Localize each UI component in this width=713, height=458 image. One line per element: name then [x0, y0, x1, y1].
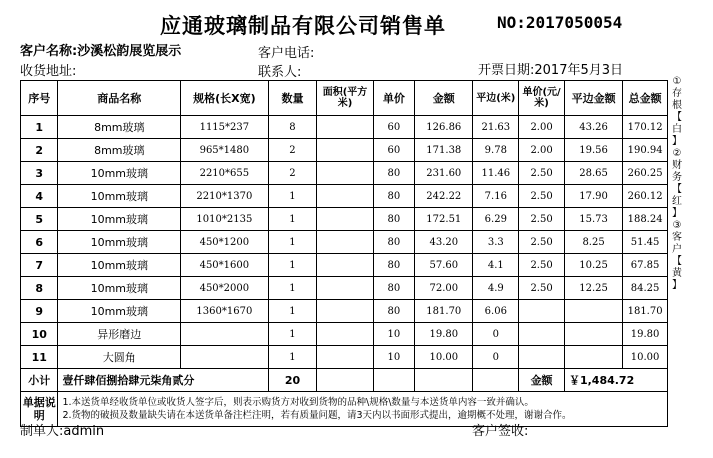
edge-price: 2.00 — [519, 116, 565, 139]
side-note-char: 根 — [672, 100, 682, 111]
side-note-char: ① — [672, 76, 682, 87]
qty: 1 — [268, 231, 317, 254]
amount-total: ￥1,484.72 — [564, 369, 667, 392]
col-header-total: 总金额 — [623, 81, 668, 116]
contact-label: 联系人: — [258, 65, 302, 80]
edge-amount: 15.73 — [564, 208, 622, 231]
total-amount: 67.85 — [623, 254, 668, 277]
qty: 2 — [268, 139, 317, 162]
table-row — [21, 300, 668, 323]
amount: 10.00 — [415, 346, 473, 369]
customer-name-row — [20, 40, 181, 59]
edge-price — [519, 346, 565, 369]
total-amount: 181.70 — [623, 300, 668, 323]
customer-name-value: 沙溪松韵展览展示 — [77, 44, 182, 59]
total-amount: 260.12 — [623, 185, 668, 208]
col-header-amount: 金额 — [415, 81, 473, 116]
total-amount: 190.94 — [623, 139, 668, 162]
notes-line-2: 2.货物的破损及数量缺失请在本送货单备注栏注明，若有质量问题，请3天内以书面形式提出，逾期概不处理，谢谢合作。 — [62, 410, 572, 421]
spec — [181, 323, 268, 346]
amount: 72.00 — [415, 277, 473, 300]
unit-price: 80 — [373, 277, 415, 300]
side-note-char: 】 — [672, 280, 682, 291]
col-header-edge-price: 单价(元/米) — [519, 81, 565, 116]
side-note-char: 白 — [672, 124, 682, 135]
edge-length: 3.3 — [473, 231, 519, 254]
area — [317, 323, 373, 346]
qty: 1 — [268, 254, 317, 277]
qty: 1 — [268, 277, 317, 300]
amount: 43.20 — [415, 231, 473, 254]
col-header-qty: 数量 — [268, 81, 317, 116]
unit-price: 10 — [373, 346, 415, 369]
edge-price: 2.50 — [519, 162, 565, 185]
notes-line-1: 1.本送货单经收货单位或收货人签字后，则表示购货方对收到货物的品种\规格\数量与本送货单内容一致并确认。 — [62, 397, 534, 408]
edge-length: 11.46 — [473, 162, 519, 185]
customer-name-label: 客户名称: — [20, 44, 78, 59]
col-header-no: 序号 — [21, 81, 58, 116]
spec: 2210*1370 — [181, 185, 268, 208]
row-no: 8 — [21, 277, 58, 300]
product-name: 10mm玻璃 — [58, 277, 181, 300]
spec: 1115*237 — [181, 116, 268, 139]
row-no: 10 — [21, 323, 58, 346]
notes-text — [58, 392, 668, 427]
spec: 1360*1670 — [181, 300, 268, 323]
amount: 126.86 — [415, 116, 473, 139]
total-amount: 170.12 — [623, 116, 668, 139]
subtotal-row — [21, 369, 668, 392]
side-note-char: 】 — [672, 208, 682, 219]
col-header-spec: 规格(长X宽) — [181, 81, 268, 116]
unit-price: 80 — [373, 300, 415, 323]
edge-amount: 19.56 — [564, 139, 622, 162]
side-note-char: 户 — [672, 244, 682, 255]
qty-total: 20 — [268, 369, 317, 392]
area — [317, 185, 373, 208]
area — [317, 139, 373, 162]
side-note-char: ③ — [672, 220, 682, 231]
unit-price: 80 — [373, 231, 415, 254]
amount: 57.60 — [415, 254, 473, 277]
subtotal-label: 小计 — [21, 369, 58, 392]
spec — [181, 346, 268, 369]
area — [317, 254, 373, 277]
table-row — [21, 231, 668, 254]
product-name: 10mm玻璃 — [58, 185, 181, 208]
unit-price: 60 — [373, 116, 415, 139]
area — [317, 162, 373, 185]
product-name: 10mm玻璃 — [58, 231, 181, 254]
edge-amount — [564, 323, 622, 346]
product-name: 大圆角 — [58, 346, 181, 369]
area — [317, 231, 373, 254]
side-note-char: 客 — [672, 232, 682, 243]
document-title: 应通玻璃制品有限公司销售单 — [160, 14, 446, 38]
edge-price: 2.50 — [519, 254, 565, 277]
side-note-char: 黄 — [672, 268, 682, 279]
area — [317, 300, 373, 323]
area — [317, 208, 373, 231]
total-amount: 51.45 — [623, 231, 668, 254]
col-header-edge-amount: 平边金额 — [564, 81, 622, 116]
col-header-edge: 平边(米) — [473, 81, 519, 116]
qty: 8 — [268, 116, 317, 139]
edge-price: 2.50 — [519, 231, 565, 254]
qty: 1 — [268, 185, 317, 208]
edge-price: 2.50 — [519, 277, 565, 300]
side-note-char: 务 — [672, 172, 682, 183]
edge-amount — [564, 346, 622, 369]
spec: 1010*2135 — [181, 208, 268, 231]
side-note-char: 财 — [672, 160, 682, 171]
product-name: 10mm玻璃 — [58, 254, 181, 277]
invoice-date-row — [478, 59, 623, 78]
edge-length: 6.06 — [473, 300, 519, 323]
edge-amount: 17.90 — [564, 185, 622, 208]
row-no: 3 — [21, 162, 58, 185]
notes-row — [21, 392, 668, 427]
table-row — [21, 208, 668, 231]
edge-length: 4.9 — [473, 277, 519, 300]
edge-amount: 8.25 — [564, 231, 622, 254]
unit-price: 80 — [373, 162, 415, 185]
sales-table — [20, 80, 668, 427]
area — [317, 277, 373, 300]
customer-phone-label: 客户电话: — [258, 46, 315, 61]
table-row — [21, 323, 668, 346]
amount: 181.70 — [415, 300, 473, 323]
total-amount: 84.25 — [623, 277, 668, 300]
edge-amount: 12.25 — [564, 277, 622, 300]
qty: 1 — [268, 208, 317, 231]
unit-price: 80 — [373, 254, 415, 277]
total-amount: 19.80 — [623, 323, 668, 346]
spec: 450*2000 — [181, 277, 268, 300]
side-note-char: ② — [672, 148, 682, 159]
notes-label: 单据说明 — [21, 392, 58, 427]
invoice-date-value: 2017年5月3日 — [534, 63, 624, 78]
table-row — [21, 185, 668, 208]
col-header-name: 商品名称 — [58, 81, 181, 116]
amount: 231.60 — [415, 162, 473, 185]
amount-total-label: 金额 — [519, 369, 565, 392]
side-note-char: 【 — [672, 112, 682, 123]
edge-length: 0 — [473, 346, 519, 369]
document-number: NO:2017050054 — [497, 13, 623, 32]
edge-length: 4.1 — [473, 254, 519, 277]
product-name: 8mm玻璃 — [58, 116, 181, 139]
amount: 242.22 — [415, 185, 473, 208]
table-row — [21, 139, 668, 162]
product-name: 10mm玻璃 — [58, 162, 181, 185]
copy-distribution-note — [670, 76, 684, 292]
unit-price: 80 — [373, 185, 415, 208]
row-no: 2 — [21, 139, 58, 162]
row-no: 7 — [21, 254, 58, 277]
edge-amount: 43.26 — [564, 116, 622, 139]
maker-label: 制单人: — [20, 424, 64, 439]
row-no: 9 — [21, 300, 58, 323]
amount: 171.38 — [415, 139, 473, 162]
side-note-char: 】 — [672, 136, 682, 147]
col-header-area: 面积(平方米) — [317, 81, 373, 116]
spec: 965*1480 — [181, 139, 268, 162]
qty: 1 — [268, 300, 317, 323]
edge-amount: 28.65 — [564, 162, 622, 185]
amount-in-words: 壹仟肆佰捌拾肆元柒角贰分 — [58, 369, 268, 392]
maker-row — [20, 420, 104, 439]
total-amount: 10.00 — [623, 346, 668, 369]
product-name: 10mm玻璃 — [58, 300, 181, 323]
col-header-price: 单价 — [373, 81, 415, 116]
edge-amount — [564, 300, 622, 323]
unit-price: 80 — [373, 208, 415, 231]
table-row — [21, 346, 668, 369]
product-name: 8mm玻璃 — [58, 139, 181, 162]
area — [317, 116, 373, 139]
table-row — [21, 162, 668, 185]
side-note-char: 存 — [672, 88, 682, 99]
row-no: 11 — [21, 346, 58, 369]
product-name: 异形磨边 — [58, 323, 181, 346]
edge-length: 7.16 — [473, 185, 519, 208]
row-no: 4 — [21, 185, 58, 208]
delivery-address-label: 收货地址: — [20, 64, 77, 79]
table-row — [21, 277, 668, 300]
total-amount: 188.24 — [623, 208, 668, 231]
amount: 19.80 — [415, 323, 473, 346]
customer-sign-label: 客户签收: — [472, 424, 529, 439]
qty: 2 — [268, 162, 317, 185]
edge-price — [519, 300, 565, 323]
spec: 450*1600 — [181, 254, 268, 277]
edge-length: 6.29 — [473, 208, 519, 231]
qty: 1 — [268, 323, 317, 346]
edge-length: 21.63 — [473, 116, 519, 139]
row-no: 1 — [21, 116, 58, 139]
maker-value: admin — [63, 424, 105, 439]
unit-price: 10 — [373, 323, 415, 346]
product-name: 10mm玻璃 — [58, 208, 181, 231]
table-row — [21, 254, 668, 277]
edge-price: 2.50 — [519, 208, 565, 231]
table-header-row — [21, 81, 668, 116]
invoice-date-label: 开票日期: — [478, 63, 535, 78]
row-no: 6 — [21, 231, 58, 254]
unit-price: 60 — [373, 139, 415, 162]
spec: 450*1200 — [181, 231, 268, 254]
side-note-char: 红 — [672, 196, 682, 207]
edge-length: 9.78 — [473, 139, 519, 162]
row-no: 5 — [21, 208, 58, 231]
spec: 2210*655 — [181, 162, 268, 185]
area — [317, 346, 373, 369]
total-amount: 260.25 — [623, 162, 668, 185]
table-row — [21, 116, 668, 139]
edge-price: 2.00 — [519, 139, 565, 162]
edge-amount: 10.25 — [564, 254, 622, 277]
side-note-char: 【 — [672, 184, 682, 195]
amount: 172.51 — [415, 208, 473, 231]
edge-price: 2.50 — [519, 185, 565, 208]
qty: 1 — [268, 346, 317, 369]
edge-price — [519, 323, 565, 346]
side-note-char: 【 — [672, 256, 682, 267]
edge-length: 0 — [473, 323, 519, 346]
